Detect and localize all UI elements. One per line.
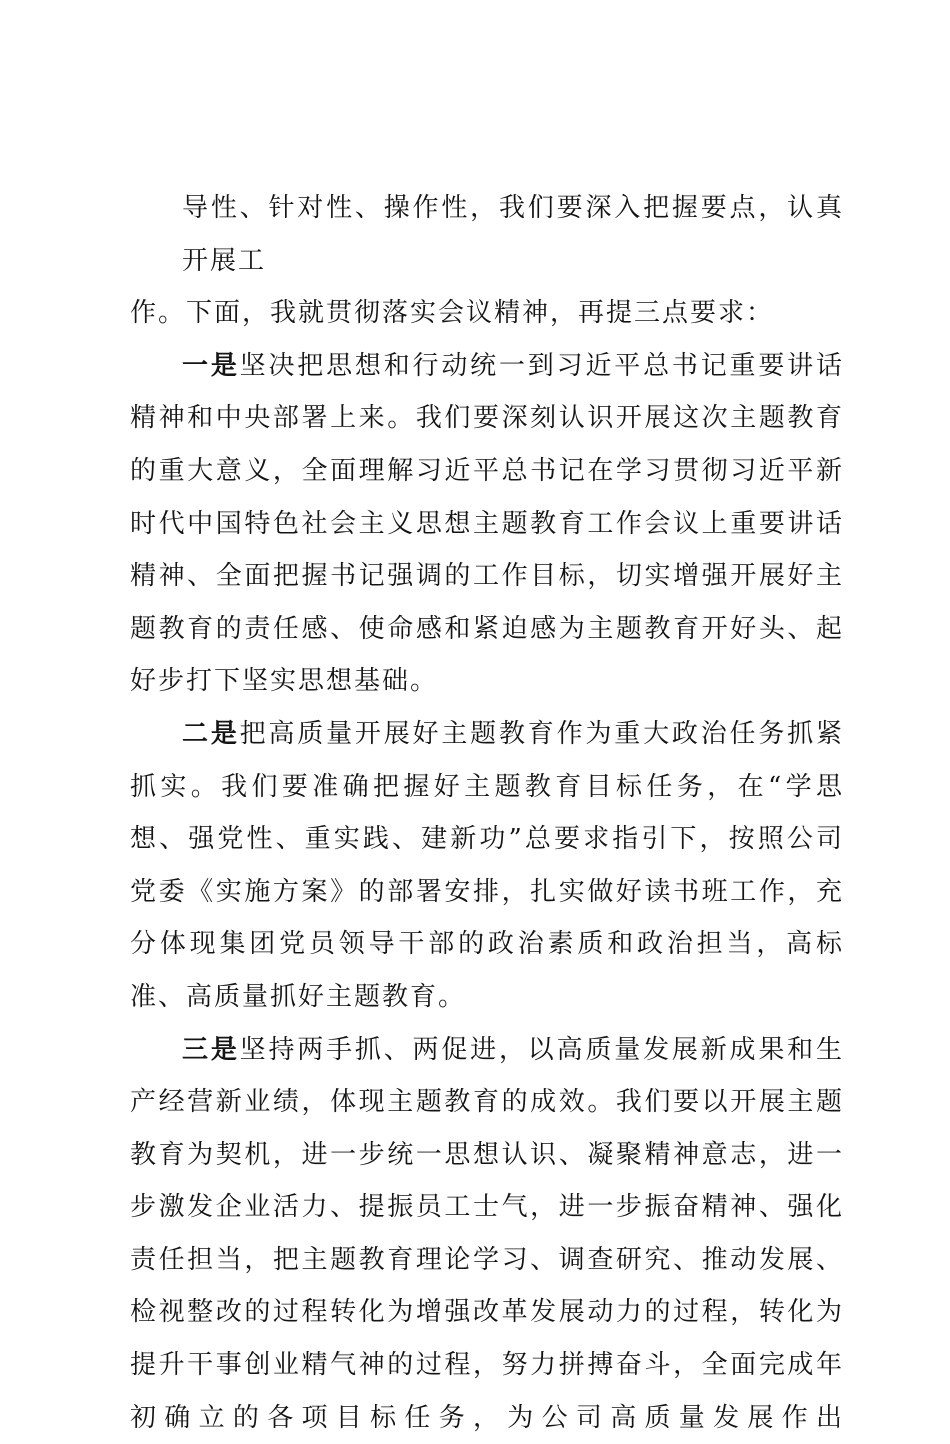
point-two-paragraph: [130, 708, 844, 1024]
point-one-paragraph: [130, 340, 844, 708]
point-three-paragraph: [130, 1024, 844, 1444]
point-two-lead: 二是: [182, 719, 240, 749]
point-two-text: 把高质量开展好主题教育作为重大政治任务抓紧抓实。我们要准确把握好主题教育目标任务，在“学思想、强党性、重实践、建新功”总要求指引下，按照公司党委《实施方案》的部署安排，扎实做好读书班工作，充分体现集团党员领导干部的政治素质和政治担当，高标准、高质量抓好主题教育。: [130, 719, 844, 1012]
intro-paragraph: [130, 182, 844, 340]
intro-line-1: 导性、针对性、操作性，我们要深入把握要点，认真开展工: [182, 193, 844, 276]
point-three-lead: 三是: [182, 1035, 240, 1065]
document-body: [130, 182, 844, 1444]
intro-line-2: 作。下面，我就贯彻落实会议精神，再提三点要求：: [130, 287, 844, 340]
point-three-text: 坚持两手抓、两促进，以高质量发展新成果和生产经营新业绩，体现主题教育的成效。我们要以开展主题教育为契机，进一步统一思想认识、凝聚精神意志，进一步激发企业活力、提振员工士气，进一步振奋精神、强化责任担当，把主题教育理论学习、调查研究、推动发展、检视整改的过程转化为增强改革发展动力的过程，转化为提升干事创业精气神的过程，努力拼搏奋斗，全面完成年初确立的各项目标任务，为公司高质量发展作出: [130, 1035, 844, 1433]
point-one-text: 坚决把思想和行动统一到习近平总书记重要讲话精神和中央部署上来。我们要深刻认识开展这次主题教育的重大意义，全面理解习近平总书记在学习贯彻习近平新时代中国特色社会主义思想主题教育工作会议上重要讲话精神、全面把握书记强调的工作目标，切实增强开展好主题教育的责任感、使命感和紧迫感为主题教育开好头、起好步打下坚实思想基础。: [130, 351, 844, 697]
point-one-lead: 一是: [182, 351, 240, 381]
